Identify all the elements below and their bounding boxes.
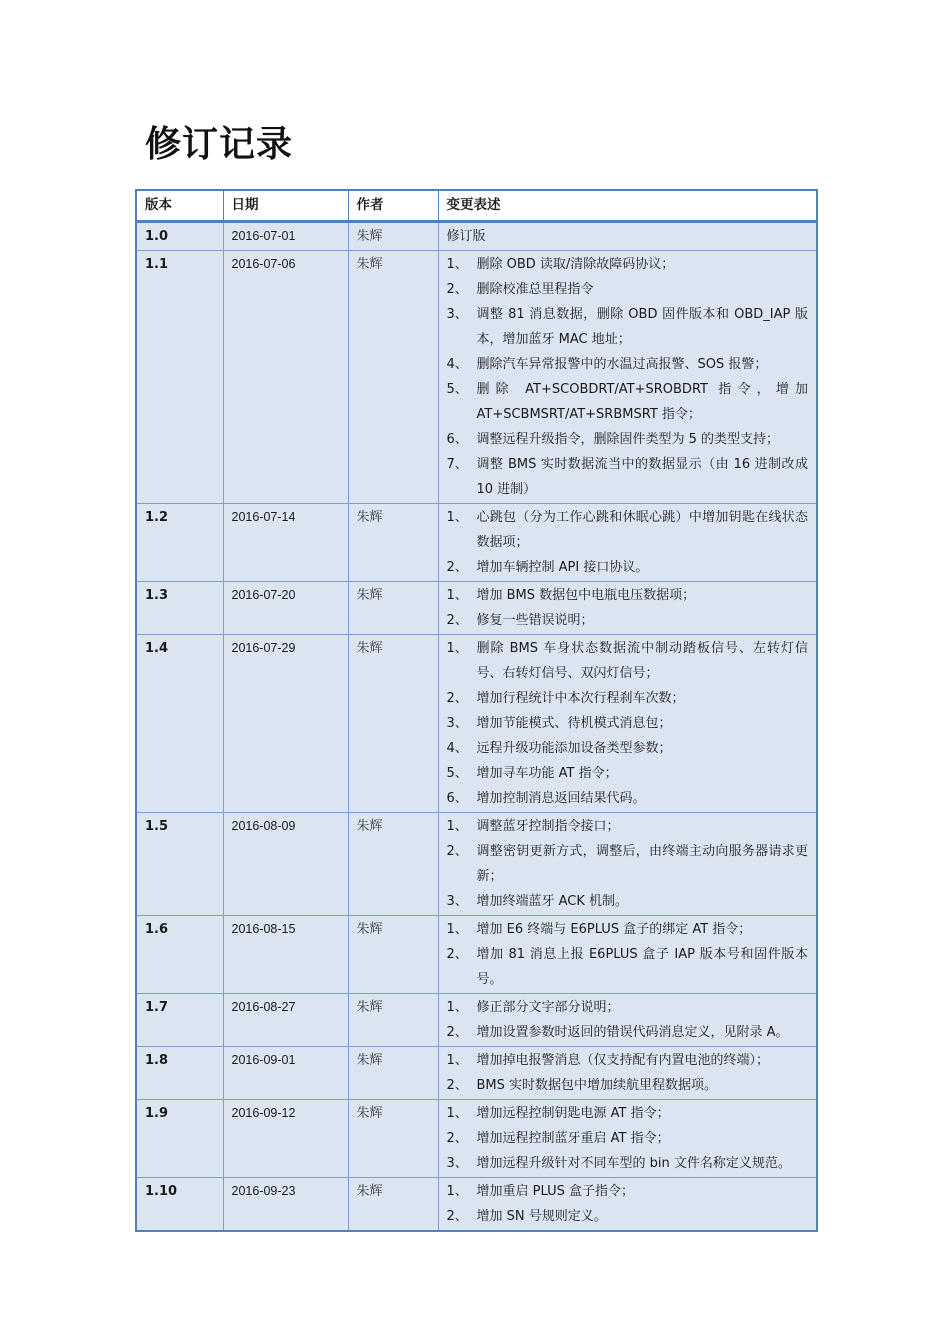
change-item [447,636,809,686]
change-item-text: 增加 81 消息上报 E6PLUS 盒子 IAP 版本号和固件版本号。 [476,947,808,987]
change-item [447,583,809,608]
date-cell: 2016-09-23 [223,1178,348,1232]
change-item-text: 增加行程统计中本次行程刹车次数； [476,691,685,706]
change-item-number: 2、 [446,844,468,859]
table-row [136,1047,817,1100]
change-item [447,1179,809,1204]
change-item-number: 2、 [446,1078,468,1093]
change-item-number: 1、 [446,641,468,656]
change-item [447,452,809,502]
change-item [447,942,809,992]
change-item-text: 删除汽车异常报警中的水温过高报警、SOS 报警； [476,357,768,372]
change-item-number: 5、 [446,382,468,397]
table-row [136,504,817,582]
change-item-number: 1、 [446,1106,468,1121]
change-item-text: 删除 AT+SCOBDRT/AT+SROBDRT 指令，增加 AT+SCBMSRT/AT+SRBMSRT 指令； [476,382,808,422]
change-item-text: 增加车辆控制 API 接口协议。 [476,560,649,575]
date-cell: 2016-09-01 [223,1047,348,1100]
table-body [136,222,817,1232]
author-cell: 朱辉 [348,504,438,582]
change-item-text: 修复一些错误说明； [476,613,594,628]
change-item-number: 1、 [446,1184,468,1199]
version-cell: 1.2 [136,504,223,582]
date-cell: 2016-08-09 [223,813,348,916]
change-list [447,1048,809,1098]
change-item-text: 删除校准总里程指令 [476,282,594,297]
change-item-text: 增加 SN 号规则定义。 [476,1209,607,1224]
author-cell: 朱辉 [348,994,438,1047]
change-item-number: 7、 [446,457,468,472]
table-header-row [136,190,817,222]
description-cell [438,635,817,813]
change-item-number: 2、 [446,613,468,628]
description-cell: 修订版 [438,222,817,251]
author-cell: 朱辉 [348,222,438,251]
change-item [447,505,809,555]
author-cell: 朱辉 [348,251,438,504]
version-cell: 1.10 [136,1178,223,1232]
change-item-number: 3、 [446,1156,468,1171]
author-cell: 朱辉 [348,1100,438,1178]
description-cell [438,1178,817,1232]
header-author: 作者 [348,190,438,222]
change-item-text: 增加终端蓝牙 ACK 机制。 [476,894,629,909]
change-item [447,555,809,580]
change-item-text: 增加节能模式、待机模式消息包； [476,716,672,731]
change-item-text: 调整蓝牙控制指令接口； [476,819,620,834]
change-item-number: 3、 [446,307,468,322]
date-cell: 2016-07-20 [223,582,348,635]
author-cell: 朱辉 [348,1178,438,1232]
change-item-number: 1、 [446,510,468,525]
change-list [447,995,809,1045]
change-item [447,814,809,839]
change-item-text: 增加掉电报警消息（仅支持配有内置电池的终端）； [476,1053,770,1068]
change-item [447,1073,809,1098]
change-list [447,636,809,811]
change-item-number: 1、 [446,819,468,834]
author-cell: 朱辉 [348,1047,438,1100]
change-item [447,1101,809,1126]
change-item-number: 2、 [446,947,468,962]
description-cell [438,1047,817,1100]
change-item-number: 2、 [446,1131,468,1146]
table-row [136,994,817,1047]
version-cell: 1.4 [136,635,223,813]
change-item-text: 增加 E6 终端与 E6PLUS 盒子的绑定 AT 指令； [476,922,752,937]
change-item [447,1204,809,1229]
change-item-number: 1、 [446,922,468,937]
change-item-number: 2、 [446,1025,468,1040]
change-item-text: BMS 实时数据包中增加续航里程数据项。 [476,1078,718,1093]
change-item-text: 删除 OBD 读取/清除故障码协议； [476,257,675,272]
table-row [136,635,817,813]
change-item-text: 删除 BMS 车身状态数据流中制动踏板信号、左转灯信号、右转灯信号、双闪灯信号； [476,641,808,681]
version-cell: 1.9 [136,1100,223,1178]
change-item [447,889,809,914]
description-cell [438,813,817,916]
change-item [447,786,809,811]
version-cell: 1.6 [136,916,223,994]
author-cell: 朱辉 [348,582,438,635]
change-item-number: 4、 [446,357,468,372]
date-cell: 2016-07-29 [223,635,348,813]
change-item-text: 修正部分文字部分说明； [476,1000,620,1015]
change-list [447,505,809,580]
version-cell: 1.7 [136,994,223,1047]
description-cell [438,251,817,504]
change-item [447,302,809,352]
author-cell: 朱辉 [348,635,438,813]
date-cell: 2016-08-27 [223,994,348,1047]
version-cell: 1.8 [136,1047,223,1100]
version-cell: 1.1 [136,251,223,504]
change-item-text: 远程升级功能添加设备类型参数； [476,741,672,756]
table-row [136,813,817,916]
change-item [447,608,809,633]
change-item [447,839,809,889]
change-list [447,917,809,992]
change-item-number: 2、 [446,1209,468,1224]
change-item [447,1126,809,1151]
version-cell: 1.3 [136,582,223,635]
change-item-text: 增加设置参数时返回的错误代码消息定义，见附录 A。 [476,1025,789,1040]
change-item [447,761,809,786]
change-item [447,427,809,452]
date-cell: 2016-07-01 [223,222,348,251]
change-list [447,252,809,502]
revision-table [135,189,818,1232]
change-list [447,1101,809,1176]
change-item-number: 1、 [446,257,468,272]
change-list [447,1179,809,1229]
change-list [447,583,809,633]
author-cell: 朱辉 [348,916,438,994]
page-title: 修订记录 [145,124,294,165]
change-item [447,711,809,736]
change-item [447,277,809,302]
change-item-text: 增加重启 PLUS 盒子指令； [476,1184,634,1199]
author-cell: 朱辉 [348,813,438,916]
change-item [447,917,809,942]
date-cell: 2016-07-06 [223,251,348,504]
change-item-text: 调整密钥更新方式，调整后，由终端主动向服务器请求更新； [476,844,808,884]
change-item-number: 3、 [446,716,468,731]
change-item [447,252,809,277]
change-item [447,1020,809,1045]
description-cell [438,1100,817,1178]
change-item-number: 2、 [446,691,468,706]
change-item-number: 4、 [446,741,468,756]
change-item [447,686,809,711]
header-description: 变更表述 [438,190,817,222]
header-version: 版本 [136,190,223,222]
change-item [447,352,809,377]
change-item [447,736,809,761]
change-item-text: 增加远程控制蓝牙重启 AT 指令； [476,1131,670,1146]
change-item-number: 6、 [446,791,468,806]
table-row [136,1178,817,1232]
change-item-number: 2、 [446,560,468,575]
date-cell: 2016-08-15 [223,916,348,994]
change-item-number: 1、 [446,1053,468,1068]
change-item-text: 增加远程升级针对不同车型的 bin 文件名称定义规范。 [476,1156,791,1171]
change-item-text: 调整 81 消息数据，删除 OBD 固件版本和 OBD_IAP 版本，增加蓝牙 MAC 地址； [476,307,808,347]
description-cell [438,504,817,582]
change-item-text: 增加寻车功能 AT 指令； [476,766,618,781]
change-item-text: 调整远程升级指令，删除固件类型为 5 的类型支持； [476,432,780,447]
table-row [136,916,817,994]
change-item [447,1151,809,1176]
header-date: 日期 [223,190,348,222]
version-cell: 1.0 [136,222,223,251]
change-item [447,995,809,1020]
table-row [136,251,817,504]
change-item-text: 增加 BMS 数据包中电瓶电压数据项； [476,588,696,603]
change-item [447,1048,809,1073]
table-row [136,222,817,251]
change-item-number: 1、 [446,588,468,603]
table-row [136,1100,817,1178]
change-item-text: 调整 BMS 实时数据流当中的数据显示（由 16 进制改成 10 进制） [476,457,808,497]
change-item-number: 2、 [446,282,468,297]
change-item-number: 3、 [446,894,468,909]
change-item-text: 增加控制消息返回结果代码。 [476,791,646,806]
change-item-text: 心跳包（分为工作心跳和休眠心跳）中增加钥匙在线状态数据项； [476,510,808,550]
table-row [136,582,817,635]
description-cell [438,994,817,1047]
change-item-number: 5、 [446,766,468,781]
version-cell: 1.5 [136,813,223,916]
change-item-text: 增加远程控制钥匙电源 AT 指令； [476,1106,670,1121]
change-list [447,814,809,914]
description-cell [438,916,817,994]
date-cell: 2016-07-14 [223,504,348,582]
change-item [447,377,809,427]
description-cell [438,582,817,635]
change-item-number: 6、 [446,432,468,447]
date-cell: 2016-09-12 [223,1100,348,1178]
change-item-number: 1、 [446,1000,468,1015]
